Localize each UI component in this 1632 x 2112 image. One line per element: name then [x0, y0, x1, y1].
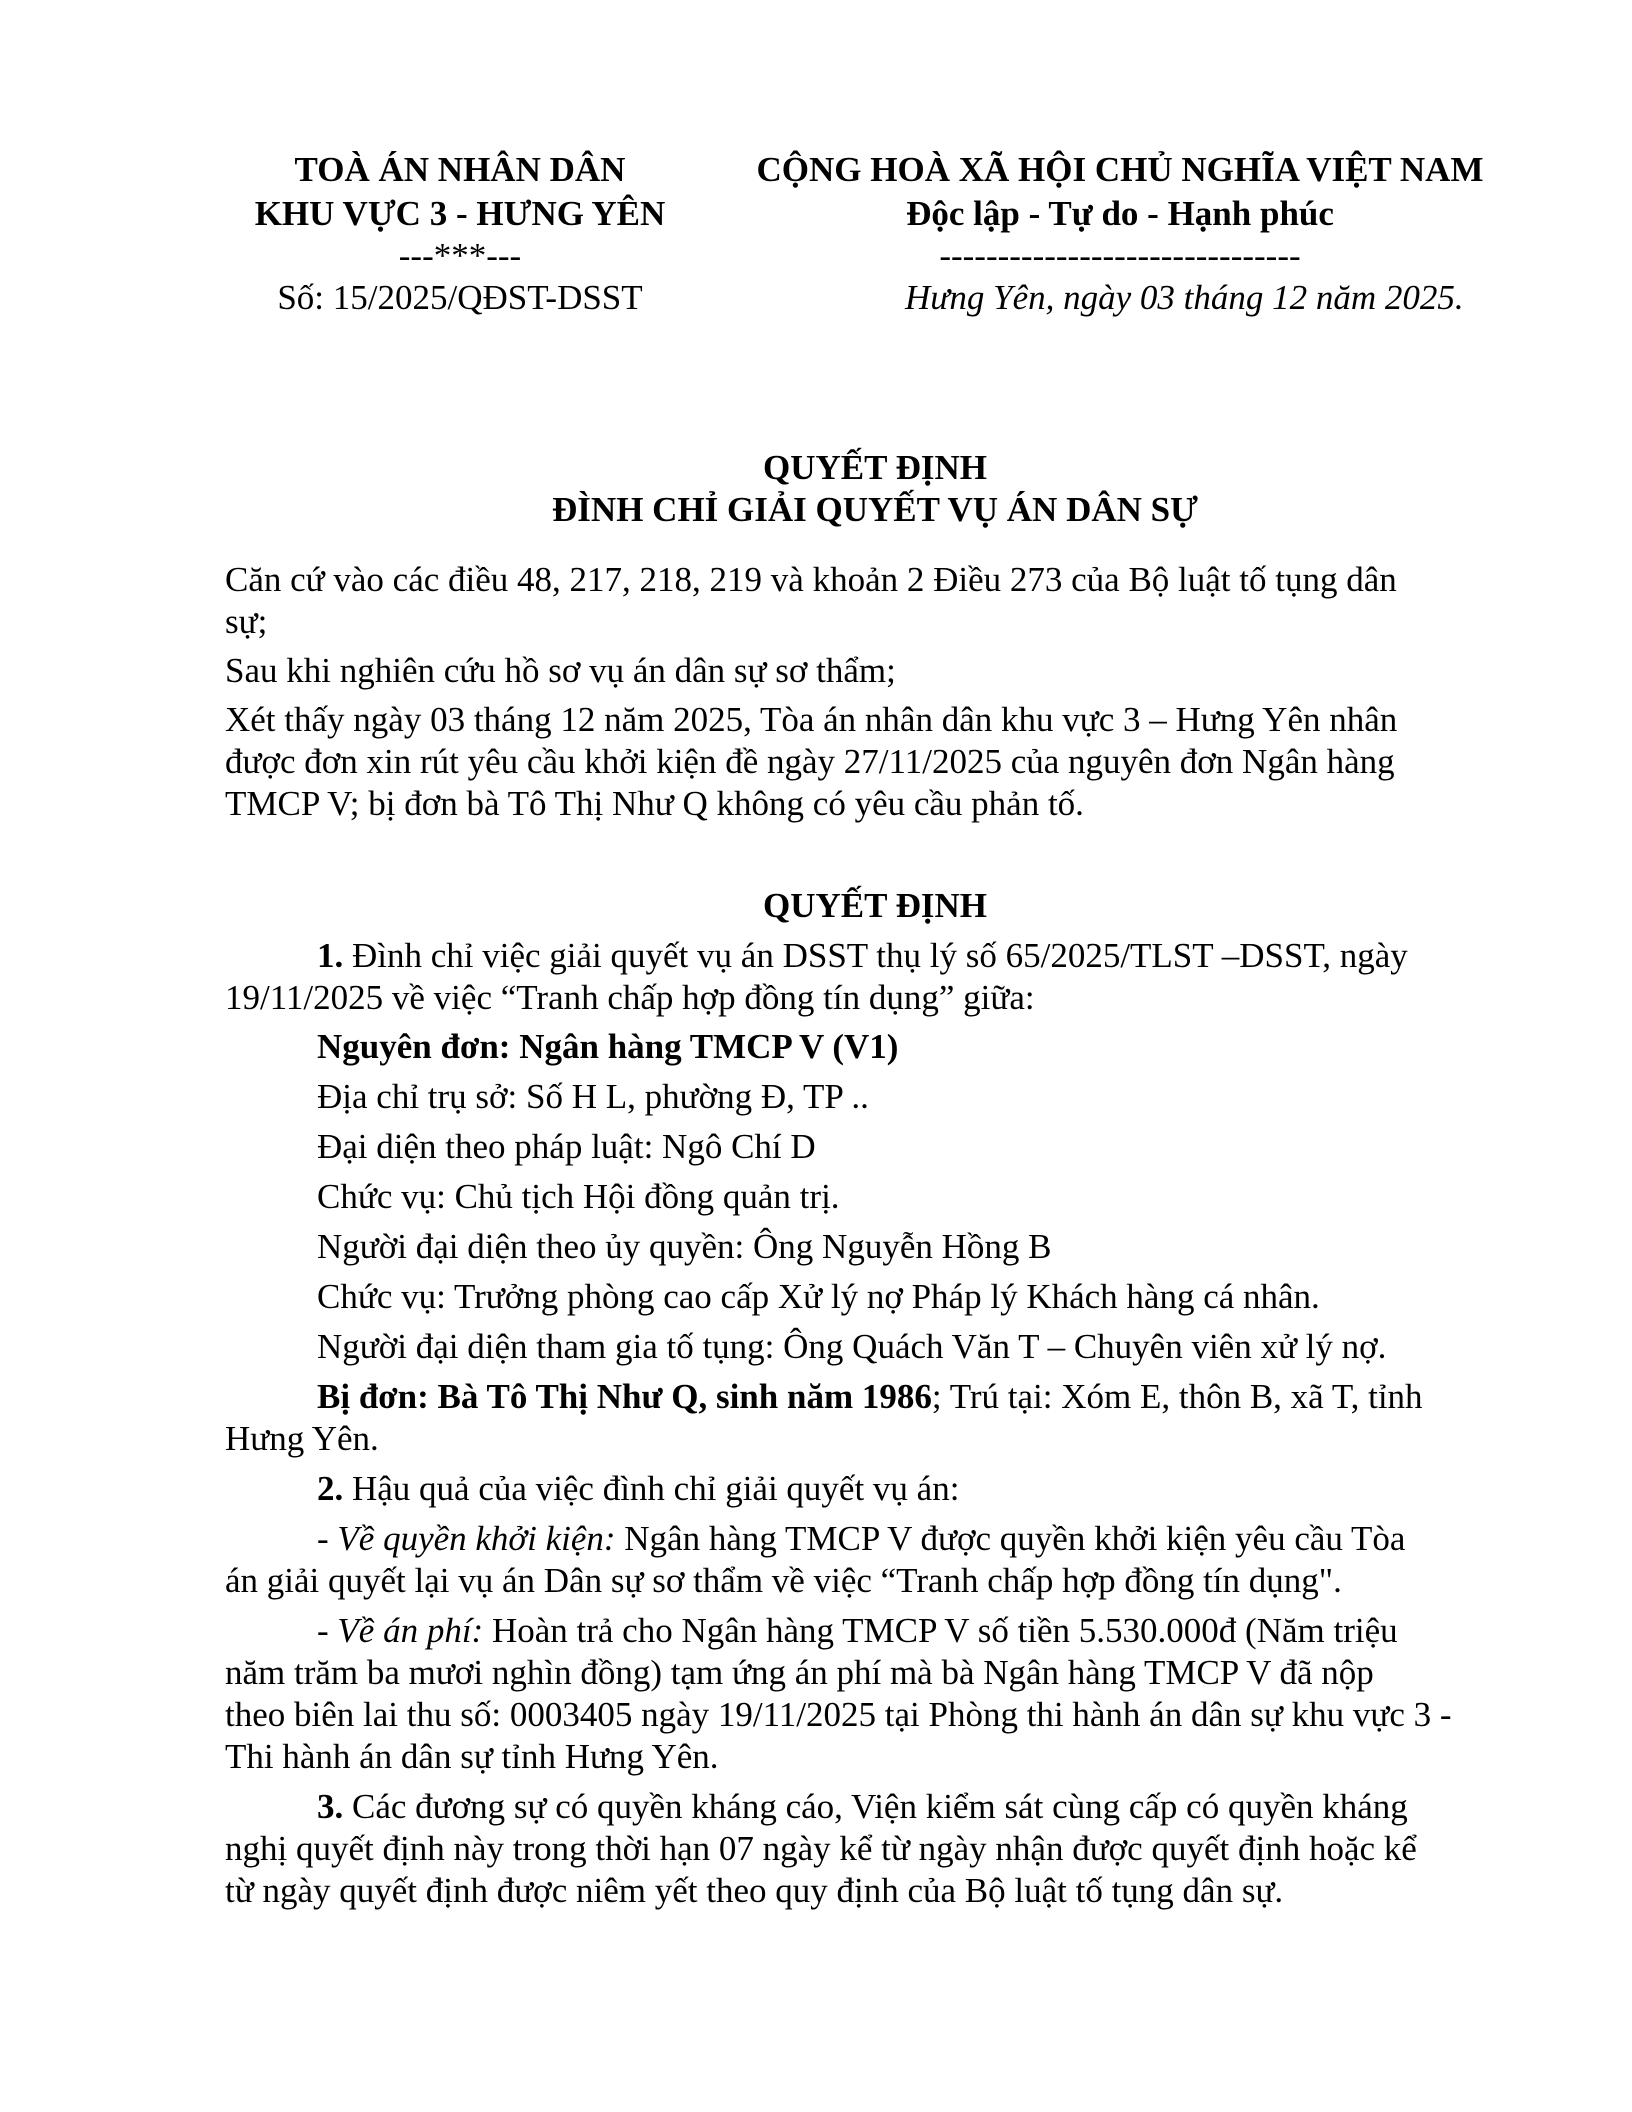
section3-line1 — [317, 1785, 1408, 1828]
right-to-sue-line1 — [317, 1517, 1405, 1560]
defendant-line1 — [317, 1375, 1423, 1418]
place-date: Hưng Yên, ngày 03 tháng 12 năm 2025. — [905, 278, 1464, 317]
plaintiff-authorized-rep-position: Chức vụ: Trưởng phòng cao cấp Xử lý nợ Pháp lý Khách hàng cá nhân. — [317, 1277, 1320, 1316]
defendant-line2: Hưng Yên. — [225, 1419, 379, 1458]
court-fee-line4: Thi hành án dân sự tỉnh Hưng Yên. — [225, 1737, 719, 1776]
defendant-residence: ; Trú tại: Xóm E, thôn B, xã T, tỉnh — [931, 1377, 1423, 1416]
preamble-finding-line3: TMCP V; bị đơn bà Tô Thị Như Q không có yêu cầu phản tố. — [225, 784, 1084, 823]
document-number: Số: 15/2025/QĐST-DSST — [277, 278, 643, 317]
preamble-finding-line1: Xét thấy ngày 03 tháng 12 năm 2025, Tòa án nhân dân khu vực 3 – Hưng Yên nhân — [225, 700, 1398, 739]
section1-text: Đình chỉ việc giải quyết vụ án DSST thụ lý số 65/2025/TLST –DSST, ngày — [343, 936, 1408, 975]
court-name-line2: KHU VỰC 3 - HƯNG YÊN — [254, 194, 666, 233]
defendant-name: Bị đơn: Bà Tô Thị Như Q, sinh năm 1986 — [317, 1377, 932, 1416]
section3-line2: nghị quyết định này trong thời hạn 07 ngày kể từ ngày nhận được quyết định hoặc kể — [225, 1829, 1417, 1868]
right-to-sue-line2: án giải quyết lại vụ án Dân sự sơ thẩm về việc “Tranh chấp hợp đồng tín dụng". — [225, 1561, 1342, 1600]
section3-text: Các đương sự có quyền kháng cáo, Viện kiểm sát cùng cấp có quyền kháng — [343, 1787, 1408, 1826]
plaintiff-legal-representative: Đại diện theo pháp luật: Ngô Chí D — [317, 1127, 816, 1166]
plaintiff-legal-rep-position: Chức vụ: Chủ tịch Hội đồng quản trị. — [317, 1177, 840, 1216]
preamble-legal-basis-line1: Căn cứ vào các điều 48, 217, 218, 219 và khoản 2 Điều 273 của Bộ luật tố tụng dân — [225, 560, 1397, 599]
court-fee-line1 — [317, 1609, 1398, 1652]
section1-line2: 19/11/2025 về việc “Tranh chấp hợp đồng tín dụng” giữa: — [225, 978, 1035, 1017]
preamble-finding-line2: được đơn xin rút yêu cầu khởi kiện đề ngày 27/11/2025 của nguyên đơn Ngân hàng — [225, 742, 1395, 781]
nation-motto: Độc lập - Tự do - Hạnh phúc — [906, 194, 1334, 233]
title-decision: QUYẾT ĐỊNH — [763, 448, 987, 487]
section2-number: 2. — [317, 1469, 344, 1508]
right-to-sue-text: Ngân hàng TMCP V được quyền khởi kiện yêu cầu Tòa — [615, 1519, 1406, 1558]
section2-heading — [317, 1467, 959, 1510]
plaintiff-address: Địa chỉ trụ sở: Số H L, phường Đ, TP .. — [317, 1077, 869, 1116]
court-fee-line3: theo biên lai thu số: 0003405 ngày 19/11/2025 tại Phòng thi hành án dân sự khu vực 3 - — [225, 1695, 1452, 1734]
section1-number: 1. — [317, 936, 344, 975]
preamble-legal-basis-line2: sự; — [225, 602, 268, 641]
court-separator: ---***--- — [398, 236, 522, 275]
plaintiff: Nguyên đơn: Ngân hàng TMCP V (V1) — [317, 1027, 899, 1066]
preamble-review: Sau khi nghiên cứu hồ sơ vụ án dân sự sơ thẩm; — [225, 651, 896, 690]
court-fee-line2: năm trăm ba mươi nghìn đồng) tạm ứng án phí mà bà Ngân hàng TMCP V đã nộp — [225, 1653, 1374, 1692]
title-subject: ĐÌNH CHỈ GIẢI QUYẾT VỤ ÁN DÂN SỰ — [552, 490, 1198, 529]
plaintiff-litigation-representative: Người đại diện tham gia tố tụng: Ông Quách Văn T – Chuyên viên xử lý nợ. — [317, 1327, 1387, 1366]
section1-line1 — [317, 934, 1408, 977]
court-fee-text: Hoàn trả cho Ngân hàng TMCP V số tiền 5.530.000đ (Năm triệu — [483, 1611, 1398, 1650]
nation-title: CỘNG HOÀ XÃ HỘI CHỦ NGHĨA VIỆT NAM — [756, 150, 1484, 189]
court-name-line1: TOÀ ÁN NHÂN DÂN — [294, 150, 626, 189]
section2-heading-text: Hậu quả của việc đình chỉ giải quyết vụ án: — [343, 1469, 960, 1508]
decision-heading: QUYẾT ĐỊNH — [763, 886, 987, 925]
section3-line3: từ ngày quyết định được niêm yết theo quy định của Bộ luật tố tụng dân sự. — [225, 1871, 1284, 1910]
nation-separator: ------------------------------- — [939, 236, 1301, 275]
court-fee-label: - Về án phí: — [317, 1611, 484, 1650]
plaintiff-authorized-representative: Người đại diện theo ủy quyền: Ông Nguyễn Hồng B — [317, 1227, 1052, 1266]
right-to-sue-label: - Về quyền khởi kiện: — [317, 1519, 616, 1558]
section3-number: 3. — [317, 1787, 344, 1826]
